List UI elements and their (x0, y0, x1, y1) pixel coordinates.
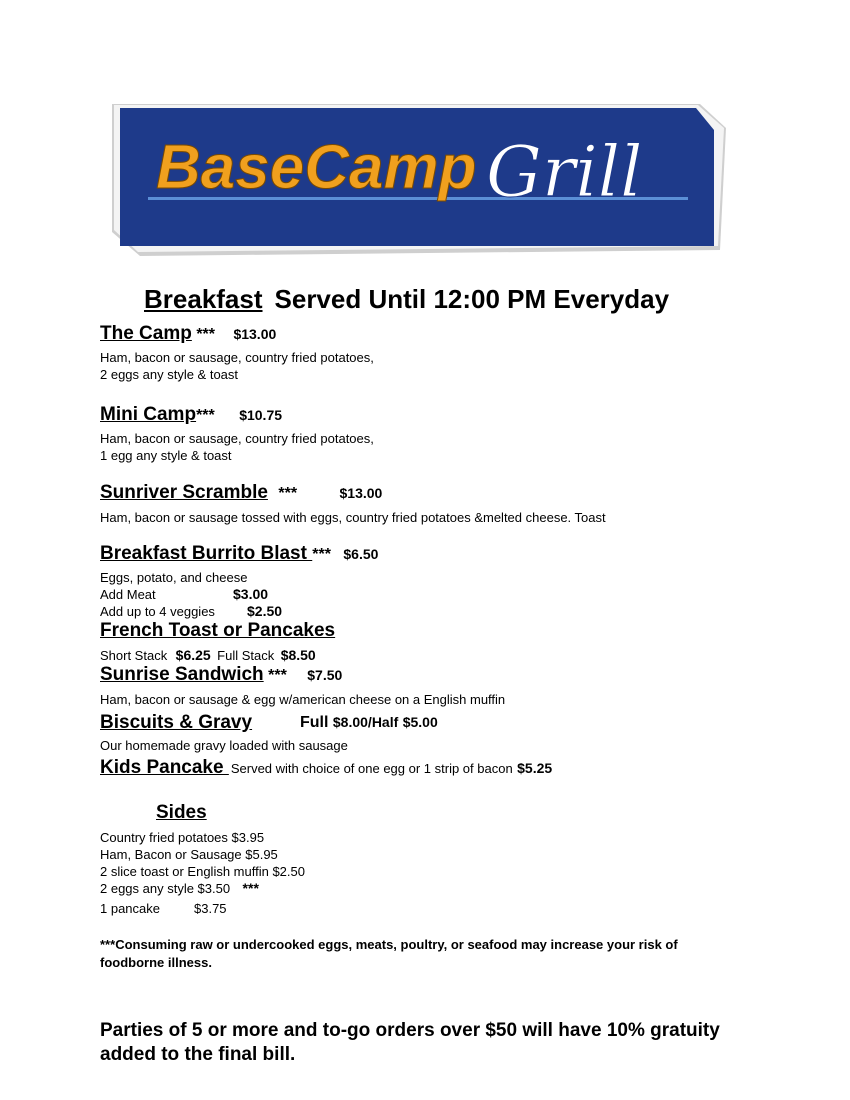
item-price: $7.50 (307, 667, 343, 683)
side-pancake-label: 1 pancake (100, 901, 160, 916)
biscuits-prices (300, 714, 438, 732)
half-price: $5.00 (402, 714, 438, 730)
stars-marker: *** (312, 546, 331, 563)
side-item-eggs (100, 880, 259, 898)
menu-item-kids-pancake (100, 757, 552, 779)
basecamp-grill-logo (108, 100, 730, 262)
item-description: Ham, bacon or sausage, country fried potatoes, (100, 431, 374, 446)
side-item: Ham, Bacon or Sausage $5.95 (100, 847, 278, 862)
svg-text:BaseCamp: BaseCamp (156, 133, 477, 202)
side-pancake-price: $3.75 (194, 901, 227, 916)
item-name: Kids Pancake (100, 757, 229, 778)
stars-marker: *** (242, 880, 259, 896)
stars-marker: *** (268, 667, 287, 684)
item-description: Ham, bacon or sausage, country fried potatoes, (100, 350, 374, 365)
short-stack-price: $6.25 (175, 647, 211, 663)
warning-stars: *** (100, 937, 116, 952)
item-price: $6.50 (343, 546, 379, 562)
item-name: The Camp (100, 323, 192, 344)
side-item: 2 slice toast or English muffin $2.50 (100, 864, 305, 879)
add-veggies-label: Add up to 4 veggies (100, 604, 215, 619)
full-stack-label: Full Stack (217, 648, 275, 663)
menu-item-mini-camp (100, 404, 282, 426)
short-stack-label: Short Stack (100, 648, 168, 663)
item-description: Eggs, potato, and cheese (100, 570, 248, 585)
item-description: 1 egg any style & toast (100, 448, 232, 463)
full-label: Full (300, 714, 329, 731)
menu-item-the-camp (100, 323, 276, 345)
menu-item-sunrise-sandwich (100, 664, 342, 686)
full-price: $8.00/Half (332, 714, 399, 730)
warning-text: Consuming raw or undercooked eggs, meats, poultry, or seafood may increase your risk of foodborne illness. (100, 937, 678, 970)
item-description: Our homemade gravy loaded with sausage (100, 738, 348, 753)
item-price: $10.75 (239, 407, 283, 423)
add-meat-label: Add Meat (100, 587, 156, 602)
item-price: $13.00 (233, 326, 277, 342)
full-stack-price: $8.50 (280, 647, 316, 663)
stars-marker: *** (196, 326, 215, 343)
item-name: Sunriver Scramble (100, 482, 268, 503)
stack-prices (100, 647, 316, 665)
item-name: Mini Camp (100, 404, 197, 425)
side-item: Country fried potatoes $3.95 (100, 830, 265, 845)
item-name: Sunrise Sandwich (100, 664, 264, 685)
add-veggies-price: $2.50 (247, 603, 283, 619)
side-item: 2 eggs any style $3.50 (100, 881, 231, 896)
menu-item-french-toast: French Toast or Pancakes (100, 620, 336, 641)
svg-text:Grill: Grill (486, 131, 643, 213)
item-description: Ham, bacon or sausage tossed with eggs, country fried potatoes &melted cheese. Toast (100, 510, 606, 525)
page-title (136, 284, 669, 315)
served-until-text: Served Until 12:00 PM Everyday (274, 284, 670, 314)
sides-heading: Sides (156, 802, 207, 823)
menu-item-sunriver-scramble (100, 482, 382, 504)
item-description: Ham, bacon or sausage & egg w/american cheese on a English muffin (100, 692, 506, 707)
gratuity-notice: Parties of 5 or more and to-go orders over $50 will have 10% gratuity added to the final bill. (100, 1020, 720, 1065)
menu-item-biscuits-gravy: Biscuits & Gravy (100, 712, 253, 733)
item-description: Served with choice of one egg or 1 strip of bacon (230, 761, 513, 776)
item-price: $13.00 (339, 485, 383, 501)
item-name: Breakfast Burrito Blast (100, 543, 313, 564)
stars-marker: *** (278, 485, 298, 502)
food-safety-warning (100, 936, 740, 972)
add-meat-price: $3.00 (233, 586, 269, 602)
menu-item-breakfast-burrito (100, 543, 378, 565)
breakfast-heading: Breakfast (144, 284, 263, 314)
item-description: 2 eggs any style & toast (100, 367, 239, 382)
item-price: $5.25 (517, 760, 553, 776)
stars-marker: *** (196, 407, 215, 424)
